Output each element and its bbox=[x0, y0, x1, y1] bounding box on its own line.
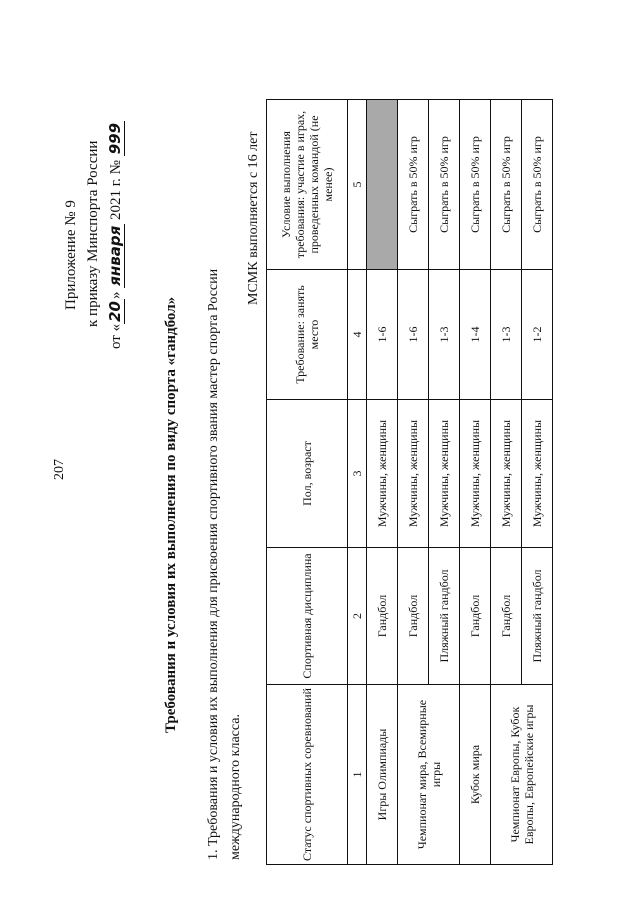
cell-condition: Сыграть в 50% игр bbox=[429, 100, 460, 270]
cell-condition: Сыграть в 50% игр bbox=[460, 100, 491, 270]
document-title: Требования и условия их выполнения по виду спорта «гандбол» bbox=[163, 296, 179, 733]
column-number: 4 bbox=[348, 270, 367, 400]
cell-discipline: Пляжный гандбол bbox=[429, 548, 460, 685]
year-suffix: 2021 г. № bbox=[108, 156, 124, 224]
cell-place: 1-6 bbox=[398, 270, 429, 400]
column-number: 2 bbox=[348, 548, 367, 685]
cell-gender: Мужчины, женщины bbox=[522, 400, 553, 548]
cell-place: 1-3 bbox=[491, 270, 522, 400]
order-month: января bbox=[106, 225, 124, 286]
header-place: Требование: занять место bbox=[267, 270, 348, 400]
requirements-table bbox=[266, 99, 553, 865]
header-condition: Условие выполнения требования: участие в играх, проведенных командой (не менее) bbox=[267, 100, 348, 270]
table-number-row bbox=[348, 100, 367, 865]
table-caption: МСМК выполняется с 16 лет bbox=[246, 131, 261, 305]
date-mid: » bbox=[108, 287, 124, 300]
cell-place: 1-4 bbox=[460, 270, 491, 400]
order-number: 999 bbox=[106, 122, 124, 155]
cell-discipline: Гандбол bbox=[460, 548, 491, 685]
page-number: 207 bbox=[52, 459, 67, 480]
cell-place: 1-3 bbox=[429, 270, 460, 400]
cell-condition: Сыграть в 50% игр bbox=[522, 100, 553, 270]
header-status: Статус спортивных соревнований bbox=[267, 685, 348, 865]
date-prefix: от « bbox=[108, 323, 124, 349]
table-row bbox=[491, 100, 522, 865]
table-row bbox=[460, 100, 491, 865]
cell-discipline: Гандбол bbox=[398, 548, 429, 685]
cell-gender: Мужчины, женщины bbox=[367, 400, 398, 548]
cell-condition: Сыграть в 50% игр bbox=[398, 100, 429, 270]
header-discipline: Спортивная дисциплина bbox=[267, 548, 348, 685]
appendix-line-1: Приложение № 9 bbox=[63, 200, 79, 310]
paragraph-line-2: международного класса. bbox=[228, 714, 243, 860]
appendix-line-3 bbox=[104, 121, 127, 349]
cell-discipline: Гандбол bbox=[491, 548, 522, 685]
cell-condition-stamped bbox=[367, 100, 398, 270]
cell-status: Кубок мира bbox=[460, 685, 491, 865]
cell-condition: Сыграть в 50% игр bbox=[491, 100, 522, 270]
table-header-row bbox=[267, 100, 348, 865]
cell-status: Игры Олимпиады bbox=[367, 685, 398, 865]
cell-place: 1-6 bbox=[367, 270, 398, 400]
appendix-line-2: к приказу Минспорта России bbox=[85, 140, 101, 327]
column-number: 1 bbox=[348, 685, 367, 865]
cell-gender: Мужчины, женщины bbox=[460, 400, 491, 548]
table-row bbox=[367, 100, 398, 865]
cell-place: 1-2 bbox=[522, 270, 553, 400]
cell-gender: Мужчины, женщины bbox=[491, 400, 522, 548]
cell-status: Чемпионат Европы, Кубок Европы, Европейские игры bbox=[491, 685, 553, 865]
cell-discipline: Пляжный гандбол bbox=[522, 548, 553, 685]
cell-gender: Мужчины, женщины bbox=[429, 400, 460, 548]
cell-discipline: Гандбол bbox=[367, 548, 398, 685]
order-day: 20 bbox=[106, 301, 124, 322]
column-number: 3 bbox=[348, 400, 367, 548]
table-row bbox=[398, 100, 429, 865]
cell-gender: Мужчины, женщины bbox=[398, 400, 429, 548]
paragraph-line-1: 1. Требования и условия их выполнения для присвоения спортивного звания мастер спорта России bbox=[206, 268, 221, 860]
header-gender-age: Пол, возраст bbox=[267, 400, 348, 548]
column-number: 5 bbox=[348, 100, 367, 270]
cell-status: Чемпионат мира, Всемирные игры bbox=[398, 685, 460, 865]
